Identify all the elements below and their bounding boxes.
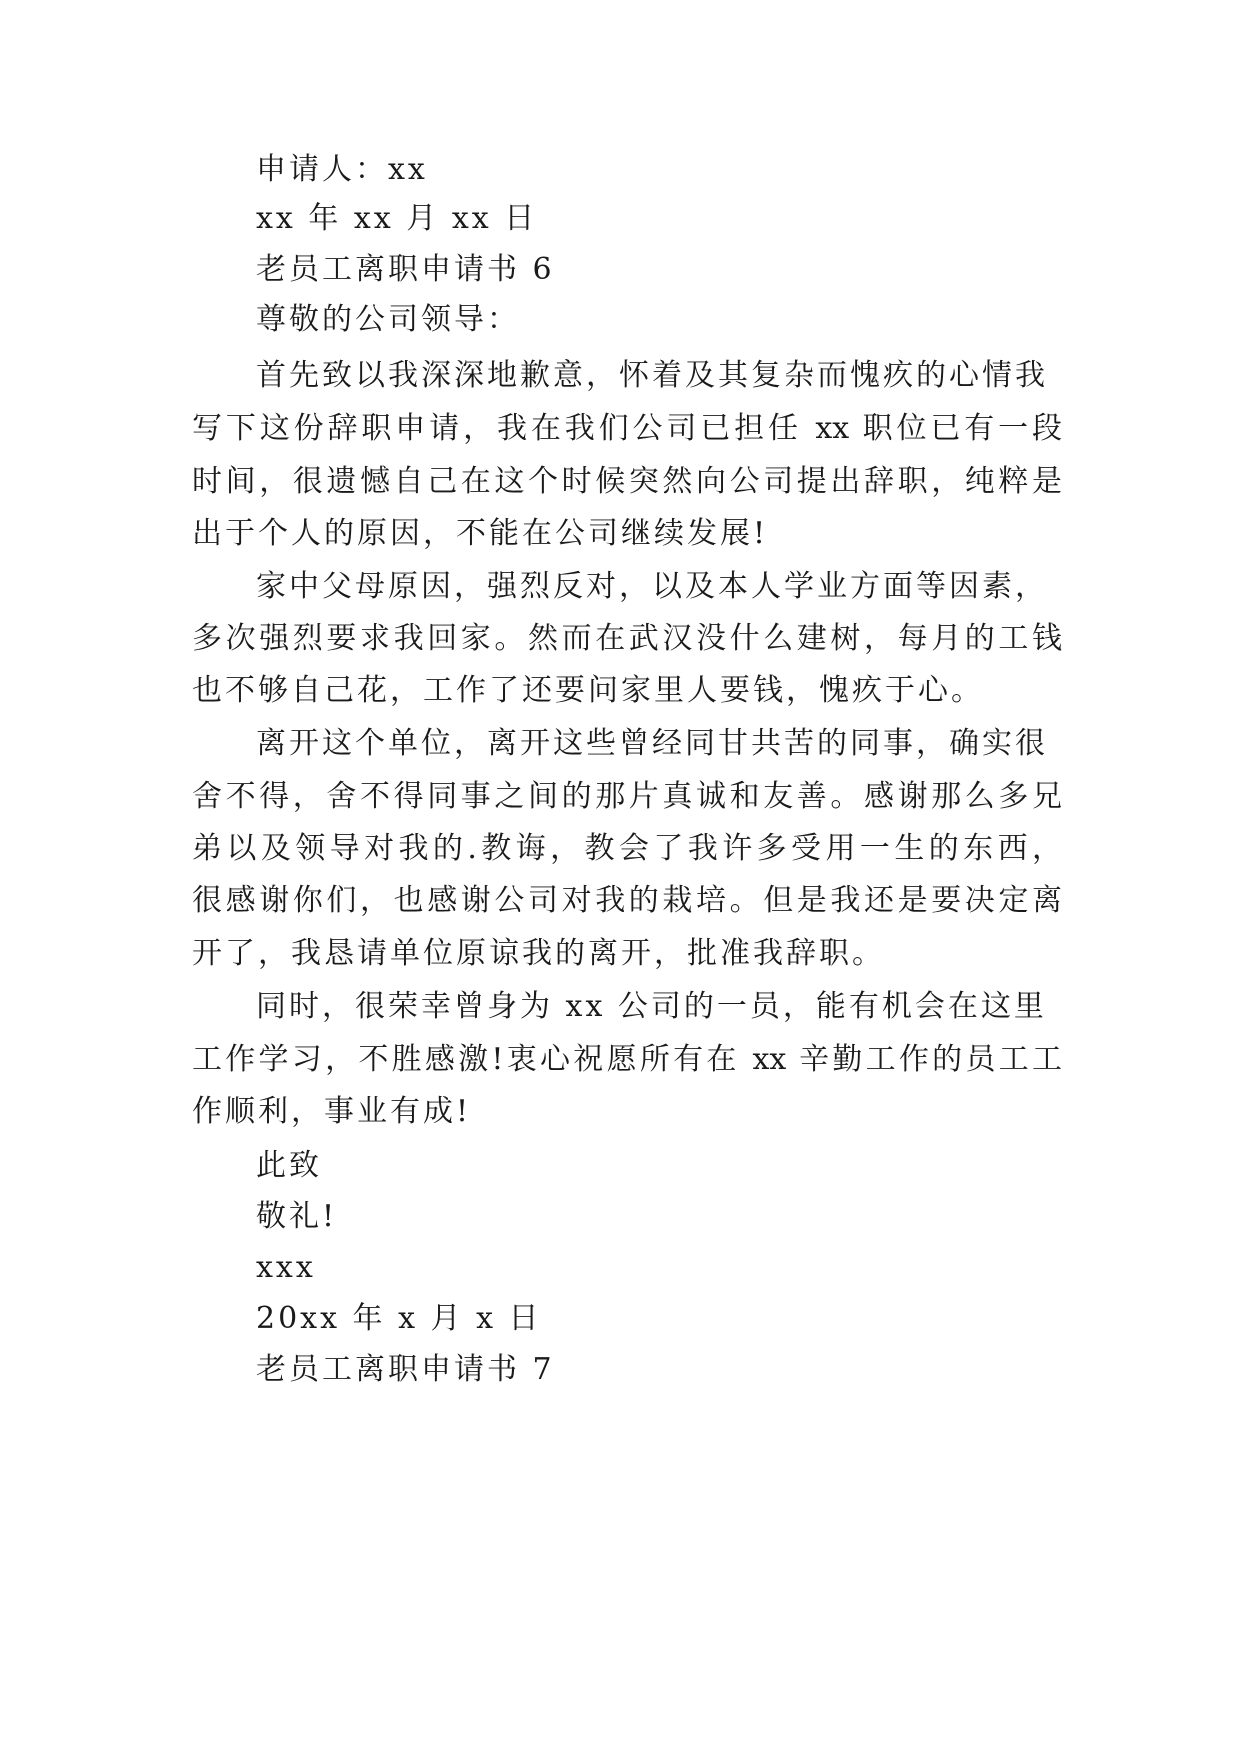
- letter-title-6: 老员工离职申请书 6: [256, 252, 555, 287]
- letter-date: 20xx 年 x 月 x 日: [256, 1301, 542, 1336]
- paragraph-1-line-4: 出于个人的原因，不能在公司继续发展!: [192, 516, 769, 551]
- paragraph-3-line-5: 开了，我恳请单位原谅我的离开，批准我辞职。: [192, 936, 885, 971]
- paragraph-4-line-3: 作顺利，事业有成!: [192, 1094, 472, 1129]
- paragraph-2-line-3: 也不够自己花，工作了还要问家里人要钱，愧疚于心。: [192, 673, 984, 708]
- paragraph-4-line-2: 工作学习，不胜感激!衷心祝愿所有在 xx 辛勤工作的员工工: [192, 1042, 1062, 1077]
- applicant-date: xx 年 xx 月 xx 日: [256, 201, 538, 236]
- paragraph-1-line-3: 时间，很遗憾自己在这个时候突然向公司提出辞职，纯粹是: [192, 464, 1062, 499]
- paragraph-2-line-1: 家中父母原因，强烈反对，以及本人学业方面等因素，: [256, 569, 1048, 604]
- paragraph-4-line-1: 同时，很荣幸曾身为 xx 公司的一员，能有机会在这里: [256, 989, 1047, 1024]
- paragraph-1-line-1: 首先致以我深深地歉意，怀着及其复杂而愧疚的心情我: [256, 358, 1048, 393]
- paragraph-3-line-2: 舍不得，舍不得同事之间的那片真诚和友善。感谢那么多兄: [192, 779, 1062, 814]
- paragraph-3-line-4: 很感谢你们，也感谢公司对我的栽培。但是我还是要决定离: [192, 883, 1062, 918]
- signature: xxx: [256, 1250, 316, 1285]
- paragraph-1-line-2: 写下这份辞职申请，我在我们公司已担任 xx 职位已有一段: [192, 411, 1062, 446]
- closing: 此致: [256, 1148, 322, 1183]
- paragraph-3-line-1: 离开这个单位，离开这些曾经同甘共苦的同事，确实很: [256, 726, 1048, 761]
- paragraph-3-line-3: 弟以及领导对我的.教诲，教会了我许多受用一生的东西，: [192, 831, 1062, 866]
- applicant-line: 申请人：xx: [256, 152, 428, 187]
- paragraph-2-line-2: 多次强烈要求我回家。然而在武汉没什么建树，每月的工钱: [192, 621, 1062, 656]
- letter-title-7: 老员工离职申请书 7: [256, 1352, 555, 1387]
- regards: 敬礼!: [256, 1199, 338, 1234]
- salutation: 尊敬的公司领导：: [256, 302, 520, 337]
